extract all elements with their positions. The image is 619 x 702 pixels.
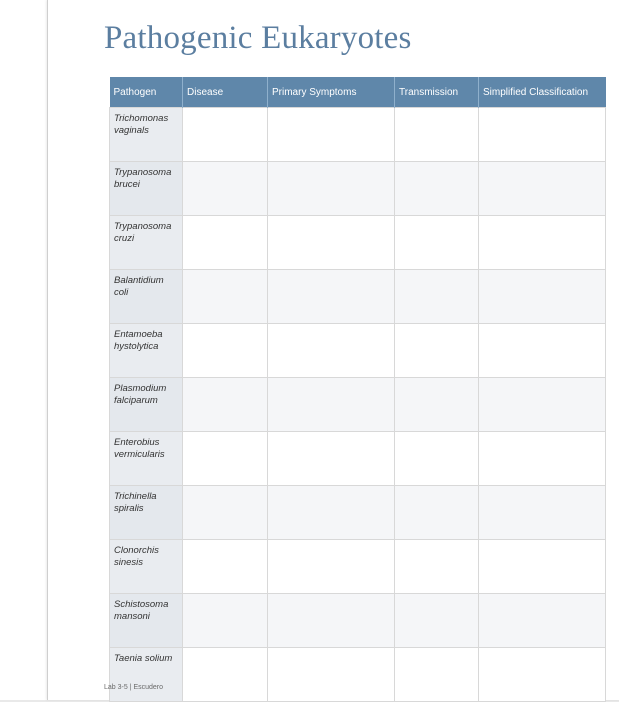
disease-cell[interactable]: [183, 108, 268, 162]
disease-cell[interactable]: [183, 648, 268, 702]
pathogen-cell: Plasmodium falciparum: [110, 378, 183, 432]
classification-cell[interactable]: [479, 162, 606, 216]
classification-cell[interactable]: [479, 486, 606, 540]
table-row: [110, 486, 606, 540]
symptoms-cell[interactable]: [268, 216, 395, 270]
disease-cell[interactable]: [183, 216, 268, 270]
header-transmission: Transmission: [395, 77, 479, 108]
disease-cell[interactable]: [183, 378, 268, 432]
transmission-cell[interactable]: [395, 216, 479, 270]
table-row: [110, 594, 606, 648]
transmission-cell[interactable]: [395, 270, 479, 324]
disease-cell[interactable]: [183, 324, 268, 378]
disease-cell[interactable]: [183, 162, 268, 216]
symptoms-cell[interactable]: [268, 594, 395, 648]
page-footer: Lab 3-5 | Escudero: [104, 684, 164, 691]
table-row: [110, 648, 606, 702]
pathogen-cell: Balantidium coli: [110, 270, 183, 324]
transmission-cell[interactable]: [395, 540, 479, 594]
classification-cell[interactable]: [479, 540, 606, 594]
transmission-cell[interactable]: [395, 162, 479, 216]
pathogen-cell: Taenia solium: [110, 648, 183, 702]
classification-cell[interactable]: [479, 324, 606, 378]
table-row: [110, 324, 606, 378]
table-row: [110, 162, 606, 216]
pathogen-cell: Enterobius vermicularis: [110, 432, 183, 486]
pathogen-cell: Trypanosoma brucei: [110, 162, 183, 216]
header-primary-symptoms: Primary Symptoms: [268, 77, 395, 108]
symptoms-cell[interactable]: [268, 378, 395, 432]
pathogen-cell: Trypanosoma cruzi: [110, 216, 183, 270]
symptoms-cell[interactable]: [268, 486, 395, 540]
classification-cell[interactable]: [479, 432, 606, 486]
window-left-gutter: [0, 0, 48, 700]
document-page: [47, 0, 619, 700]
disease-cell[interactable]: [183, 486, 268, 540]
pathogen-cell: Schistosoma mansoni: [110, 594, 183, 648]
header-disease: Disease: [183, 77, 268, 108]
transmission-cell[interactable]: [395, 432, 479, 486]
table-row: [110, 108, 606, 162]
disease-cell[interactable]: [183, 594, 268, 648]
transmission-cell[interactable]: [395, 378, 479, 432]
transmission-cell[interactable]: [395, 486, 479, 540]
classification-cell[interactable]: [479, 270, 606, 324]
table-row: [110, 432, 606, 486]
classification-cell[interactable]: [479, 378, 606, 432]
transmission-cell[interactable]: [395, 108, 479, 162]
table-row: [110, 378, 606, 432]
header-pathogen: Pathogen: [110, 77, 183, 108]
classification-cell[interactable]: [479, 594, 606, 648]
pathogen-cell: Entamoeba hystolytica: [110, 324, 183, 378]
disease-cell[interactable]: [183, 270, 268, 324]
symptoms-cell[interactable]: [268, 540, 395, 594]
symptoms-cell[interactable]: [268, 324, 395, 378]
disease-cell[interactable]: [183, 540, 268, 594]
table-row: [110, 216, 606, 270]
symptoms-cell[interactable]: [268, 270, 395, 324]
table-body: [110, 108, 606, 702]
classification-cell[interactable]: [479, 216, 606, 270]
header-row: [110, 77, 606, 108]
symptoms-cell[interactable]: [268, 648, 395, 702]
pathogen-cell: Trichomonas vaginals: [110, 108, 183, 162]
disease-cell[interactable]: [183, 432, 268, 486]
table-header: [110, 77, 606, 108]
symptoms-cell[interactable]: [268, 432, 395, 486]
symptoms-cell[interactable]: [268, 108, 395, 162]
page-title: Pathogenic Eukaryotes: [104, 20, 412, 56]
symptoms-cell[interactable]: [268, 162, 395, 216]
table-row: [110, 270, 606, 324]
pathogen-table: [109, 77, 606, 702]
table-row: [110, 540, 606, 594]
classification-cell[interactable]: [479, 648, 606, 702]
transmission-cell[interactable]: [395, 324, 479, 378]
classification-cell[interactable]: [479, 108, 606, 162]
pathogen-cell: Clonorchis sinesis: [110, 540, 183, 594]
header-simplified-classification: Simplified Classification: [479, 77, 606, 108]
transmission-cell[interactable]: [395, 648, 479, 702]
transmission-cell[interactable]: [395, 594, 479, 648]
pathogen-cell: Trichinella spiralis: [110, 486, 183, 540]
